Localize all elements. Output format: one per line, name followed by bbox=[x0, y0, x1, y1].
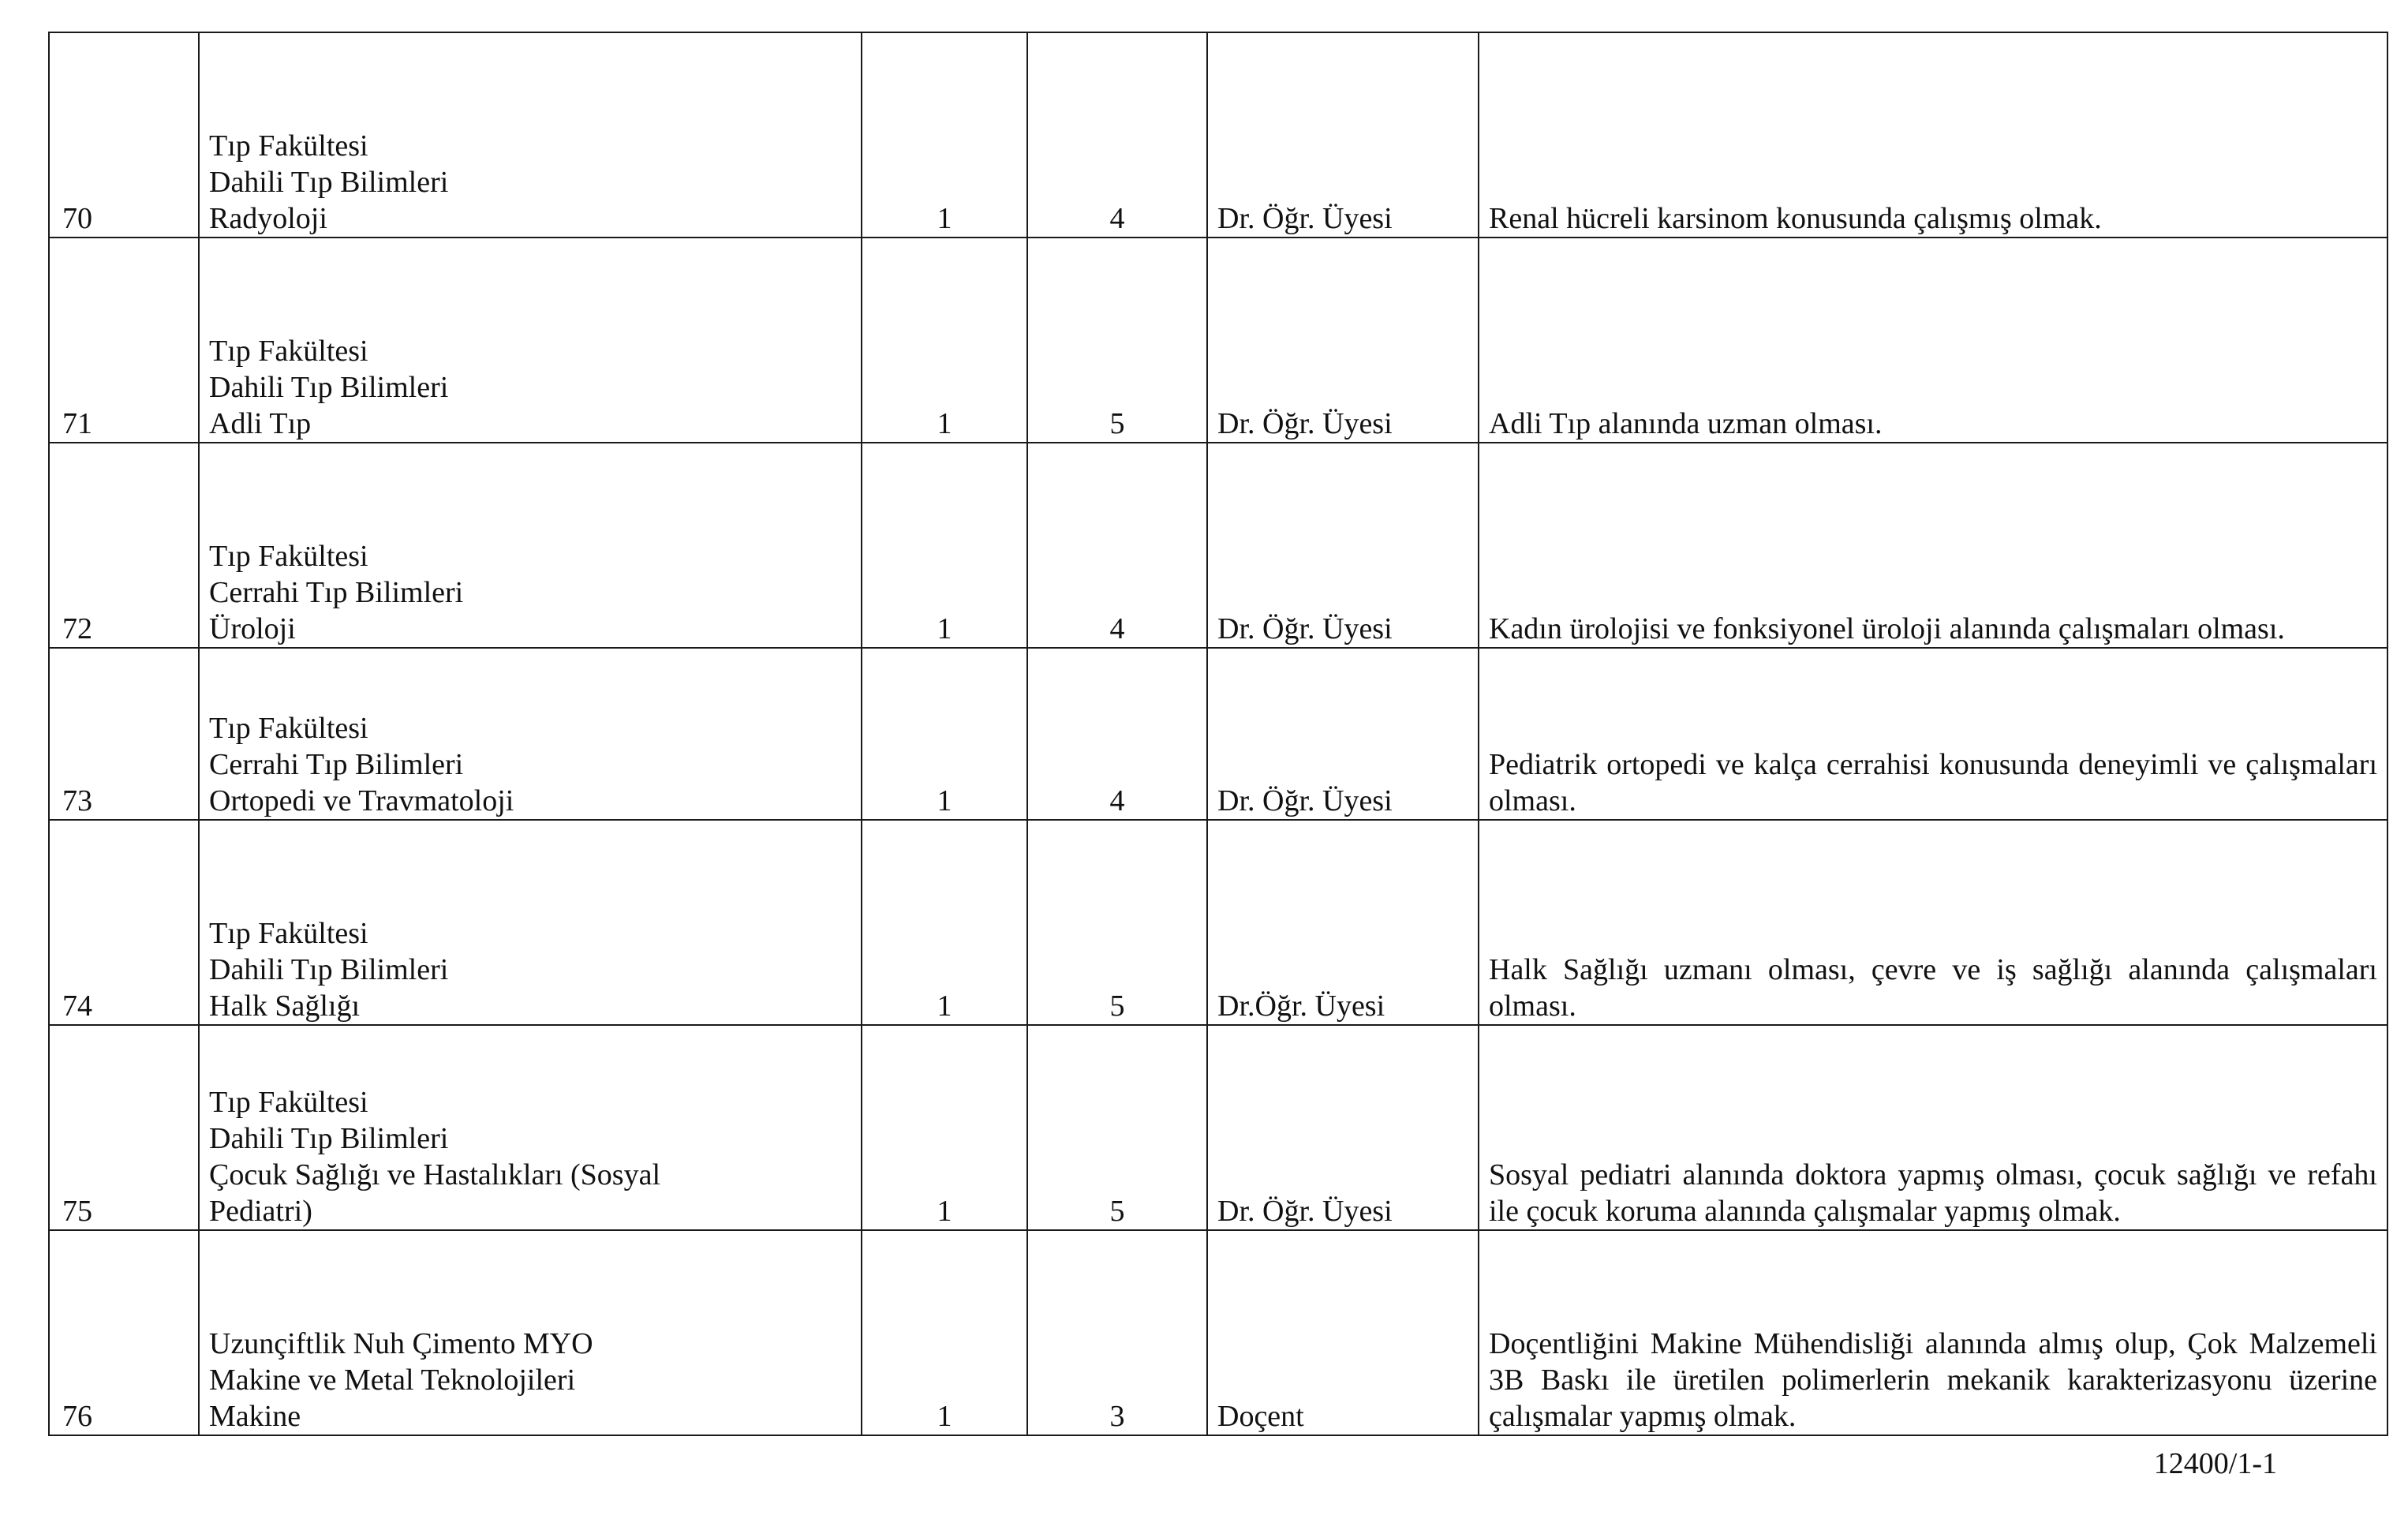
requirement-text: Halk Sağlığı uzmanı olması, çevre ve iş sağlığı alanında çalışmaları olması. bbox=[1489, 953, 2377, 1023]
table-row bbox=[49, 443, 2387, 648]
discipline-name: Adli Tıp bbox=[209, 407, 312, 440]
discipline-name: Makine bbox=[209, 1400, 301, 1433]
unit-cell bbox=[199, 443, 862, 648]
requirement-cell bbox=[1479, 820, 2387, 1025]
faculty-name: Tıp Fakültesi bbox=[209, 540, 368, 573]
faculty-name: Tıp Fakültesi bbox=[209, 712, 368, 745]
requirement-cell bbox=[1479, 1025, 2387, 1230]
requirement-cell bbox=[1479, 32, 2387, 238]
department-name: Dahili Tıp Bilimleri bbox=[209, 371, 449, 404]
department-name: Dahili Tıp Bilimleri bbox=[209, 1122, 449, 1155]
row-number: 76 bbox=[49, 1230, 199, 1435]
row-number: 75 bbox=[49, 1025, 199, 1230]
academic-title: Dr. Öğr. Üyesi bbox=[1207, 1025, 1479, 1230]
row-number: 72 bbox=[49, 443, 199, 648]
academic-title: Dr. Öğr. Üyesi bbox=[1207, 32, 1479, 238]
page-number: 12400/1-1 bbox=[2153, 1447, 2277, 1480]
requirement-text: Doçentliğini Makine Mühendisliği alanında almış olup, Çok Malzemeli 3B Baskı ile üretilen polimerlerin mekanik karakterizasyonu üzerine çalışmalar yapmış olmak. bbox=[1489, 1327, 2377, 1433]
table-row bbox=[49, 238, 2387, 443]
discipline-name: Çocuk Sağlığı ve Hastalıkları (Sosyal bbox=[209, 1158, 661, 1191]
academic-title: Dr. Öğr. Üyesi bbox=[1207, 238, 1479, 443]
position-count: 1 bbox=[862, 443, 1027, 648]
unit-cell bbox=[199, 1230, 862, 1435]
academic-title: Dr. Öğr. Üyesi bbox=[1207, 443, 1479, 648]
position-degree: 3 bbox=[1027, 1230, 1207, 1435]
faculty-name: Uzunçiftlik Nuh Çimento MYO bbox=[209, 1327, 593, 1360]
discipline-name-continued: Pediatri) bbox=[209, 1195, 312, 1228]
faculty-name: Tıp Fakültesi bbox=[209, 129, 368, 163]
table-row bbox=[49, 820, 2387, 1025]
position-degree: 4 bbox=[1027, 443, 1207, 648]
unit-cell bbox=[199, 32, 862, 238]
positions-table bbox=[48, 32, 2388, 1436]
table-row bbox=[49, 648, 2387, 820]
discipline-name: Üroloji bbox=[209, 612, 296, 645]
row-number: 74 bbox=[49, 820, 199, 1025]
position-count: 1 bbox=[862, 238, 1027, 443]
unit-cell bbox=[199, 238, 862, 443]
position-degree: 5 bbox=[1027, 820, 1207, 1025]
requirement-text: Renal hücreli karsinom konusunda çalışmış olmak. bbox=[1489, 202, 2102, 235]
requirement-cell bbox=[1479, 1230, 2387, 1435]
position-degree: 4 bbox=[1027, 32, 1207, 238]
requirement-text: Adli Tıp alanında uzman olması. bbox=[1489, 407, 1883, 440]
position-count: 1 bbox=[862, 32, 1027, 238]
requirement-text: Sosyal pediatri alanında doktora yapmış olması, çocuk sağlığı ve refahı ile çocuk koruma alanında çalışmalar yapmış olmak. bbox=[1489, 1158, 2377, 1228]
department-name: Cerrahi Tıp Bilimleri bbox=[209, 748, 464, 781]
position-count: 1 bbox=[862, 820, 1027, 1025]
table-row bbox=[49, 32, 2387, 238]
requirement-text: Kadın ürolojisi ve fonksiyonel üroloji alanında çalışmaları olması. bbox=[1489, 612, 2285, 645]
position-degree: 5 bbox=[1027, 1025, 1207, 1230]
row-number: 70 bbox=[49, 32, 199, 238]
department-name: Cerrahi Tıp Bilimleri bbox=[209, 576, 464, 609]
unit-cell bbox=[199, 820, 862, 1025]
requirement-text: Pediatrik ortopedi ve kalça cerrahisi konusunda deneyimli ve çalışmaları olması. bbox=[1489, 748, 2377, 817]
department-name: Dahili Tıp Bilimleri bbox=[209, 953, 449, 986]
position-count: 1 bbox=[862, 1025, 1027, 1230]
row-number: 71 bbox=[49, 238, 199, 443]
academic-title: Dr.Öğr. Üyesi bbox=[1207, 820, 1479, 1025]
requirement-cell bbox=[1479, 443, 2387, 648]
table-row bbox=[49, 1025, 2387, 1230]
faculty-name: Tıp Fakültesi bbox=[209, 917, 368, 950]
discipline-name: Ortopedi ve Travmatoloji bbox=[209, 784, 514, 817]
department-name: Dahili Tıp Bilimleri bbox=[209, 166, 449, 199]
discipline-name: Radyoloji bbox=[209, 202, 327, 235]
unit-cell bbox=[199, 1025, 862, 1230]
department-name: Makine ve Metal Teknolojileri bbox=[209, 1364, 576, 1397]
requirement-cell bbox=[1479, 238, 2387, 443]
academic-title: Doçent bbox=[1207, 1230, 1479, 1435]
unit-cell bbox=[199, 648, 862, 820]
position-count: 1 bbox=[862, 648, 1027, 820]
row-number: 73 bbox=[49, 648, 199, 820]
faculty-name: Tıp Fakültesi bbox=[209, 1086, 368, 1119]
faculty-name: Tıp Fakültesi bbox=[209, 335, 368, 368]
position-count: 1 bbox=[862, 1230, 1027, 1435]
table-row bbox=[49, 1230, 2387, 1435]
requirement-cell bbox=[1479, 648, 2387, 820]
academic-title: Dr. Öğr. Üyesi bbox=[1207, 648, 1479, 820]
position-degree: 4 bbox=[1027, 648, 1207, 820]
discipline-name: Halk Sağlığı bbox=[209, 989, 361, 1023]
position-degree: 5 bbox=[1027, 238, 1207, 443]
